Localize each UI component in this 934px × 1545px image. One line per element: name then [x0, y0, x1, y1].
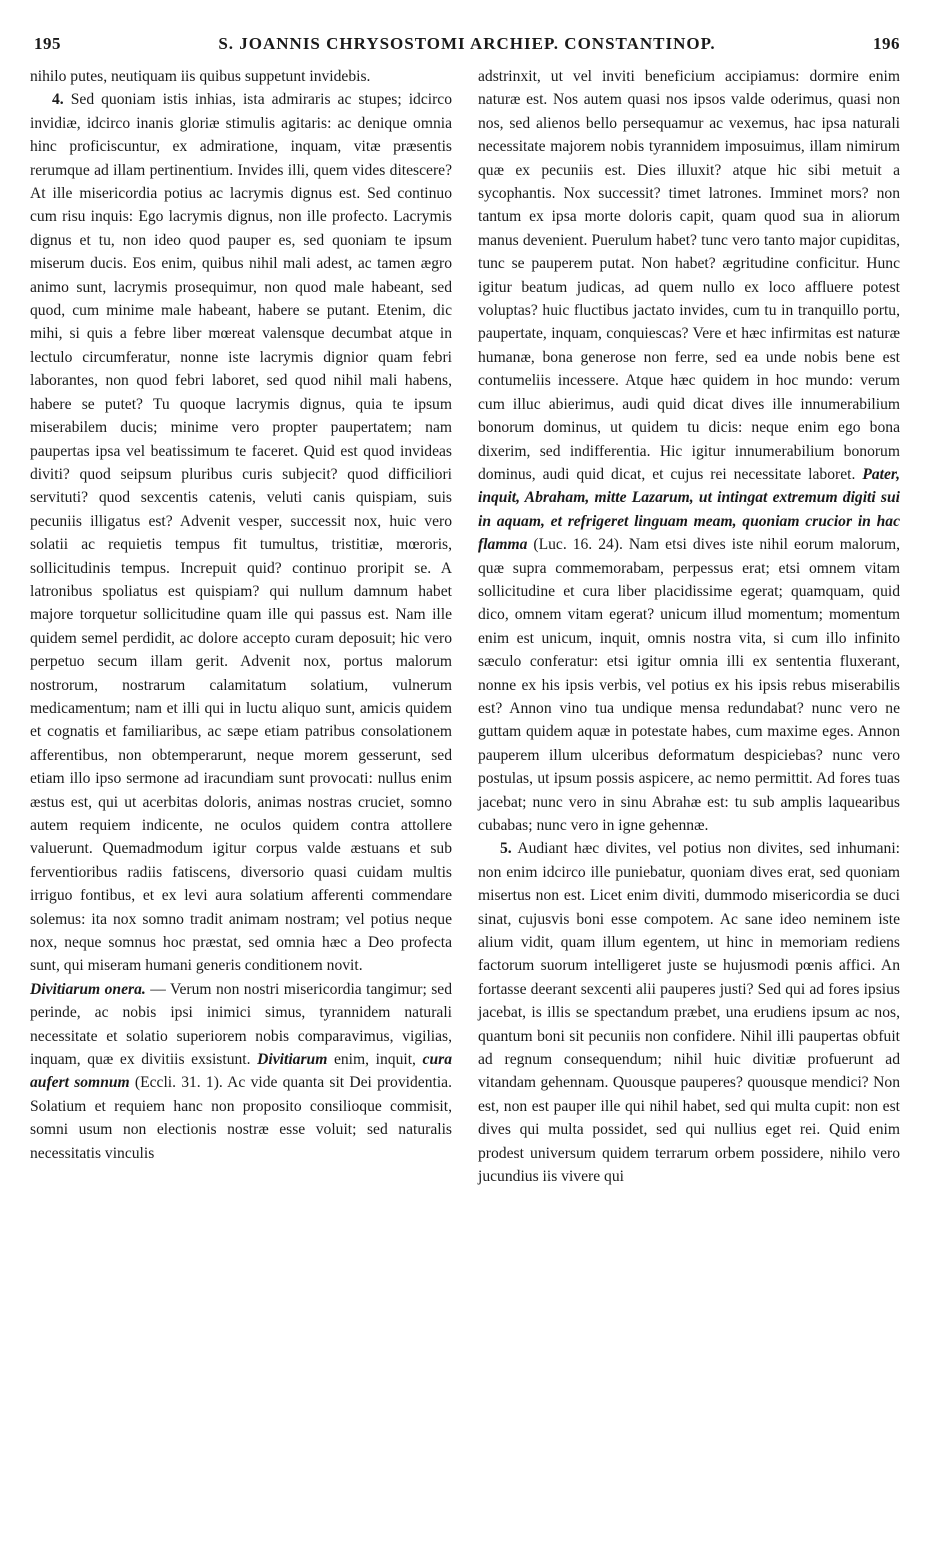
paragraph-text: enim, inquit,	[327, 1051, 423, 1069]
paragraph-continuation: nihilo putes, neutiquam iis quibus suppetunt invidebis.	[30, 68, 371, 85]
paragraph-text: Audiant hæc divites, vel potius non divites, sed inhumani: non enim idcirco ille puniebatur, quoniam dives erat, sed quoniam misertus non est. Licet enim diviti, dummodo misericordia se duci sinat, cujusvis boni esse compotem. Ac sane ideo neminem iste alium vidit, quam illum egentem, ut hinc in memoriam rediens factorum suorum intelligeret juste se hujusmodi pœnis affici. An fortasse deerant sexcenti alii pauperes justi? Sed qui ad fores ipsius jacebat, is illis se spectandum præbet, una erudiens ipsum ac nos, quantum boni sit pecuniis non confidere. Nihil illi paupertas obfuit ad regnum consequendum; nihil huic divitiæ profuerunt ad vitandam gehennam. Quousque pauperes? quousque mendici? Non est, non est pauper ille qui nihil habet, sed qui multa cupit: non est dives qui multa possidet, sed qui nullius eget rei. Quid enim prodest universum quidem terrarum orbem possidere, nihilo vero jucundius iis vivere qui	[478, 840, 901, 1186]
paragraph-text: Nam etsi dives iste nihil eorum malorum, quæ supra commemorabam, perpessus erat; etsi omnem vitam sollicitudine et cura liber placidissime egerat; quamquam, quid dico, omnem vitam egerat? unicum illud momentum; momentum enim est unicum, inquit, omnis nostra vita, si cum illo infinito sæculo conferatur: etsi igitur omnia illi ex sententia fluxerant, nonne ex his ipsis verbis, vel potius ex his ipsis rebus miserabilis est? Annon vino tua undique mensa redundabat? nunc vero ne guttam quidem aquæ in potestate habes, cum maxime eges. Annon pauperem illum ulceribus deformatum despiciebas? nunc vero postulas, ut ipsum possis aspicere, ac nemo permittit. Ad fores tuas jacebat; nunc vero in sinu Abrahæ est: tu sub amplis laquearibus cubabas; nunc vero in igne gehennæ.	[478, 536, 900, 834]
quotation: Divitiarum	[257, 1051, 328, 1069]
page-number-left: 195	[34, 34, 61, 53]
paragraph-text: adstrinxit, ut vel inviti beneficium accipiamus: dormire enim naturæ est. Nos autem quasi nos ipsos valde oderimus, quasi non nos, sed alienos bello persequamur ac vexemus, hac ipsa naturali necessitate majorem nobis tyrannidem imposuimus, illam nimirum quæ ex pecuniis est. Dies illuxit? atque hic sibi metuit a sycophantis. Nox successit? timet latrones. Imminet mors? non tantum ex ipsa morte doloris capit, quam quod sua in aliorum manus devenient. Puerulum habet? tunc vero tanto major cupiditas, tunc se pauperem putat. Non habet? ægritudine conficitur. Hunc igitur beatum judicas, ad quem nullo ex loco affluere potest voluptas? huic fluctibus jactato invides, cum tu in tranquillo portu, paupertate, inquam, conquiescas? Vere et hæc infirmitas est naturæ humanæ, bona generose non ferre, sed ea unde nobis bene est contumeliis incessere. Atque hæc quidem in hoc mundo: verum cum illuc abierimus, audi quid dicat dives ille innumerabilium bonorum dominus, ut quidem tu dicis: neque enim ego bona dixerim, sed indifferentia. Hic igitur innumerabilium bonorum dominus, audi quid dicat, et cujus rei necessitate laboret.	[478, 68, 900, 483]
page-number-right: 196	[873, 34, 900, 53]
quotation: cura aufert somnum	[30, 1051, 453, 1092]
paragraph-section-5	[478, 837, 900, 1188]
right-column	[478, 65, 900, 1189]
paragraph-text: Ac vide quanta sit Dei providentia. Solatium et requiem hanc non proposito consilioque commisit, somni usum non electionis nostræ esse voluit; sed naturalis necessitatis vinculis	[30, 1074, 452, 1162]
citation: (Luc. 16. 24).	[527, 536, 623, 554]
paragraph-divitiarum-onera	[30, 978, 452, 1165]
section-lead: Divitiarum onera.	[30, 980, 146, 998]
paragraph-section-4	[30, 88, 452, 977]
section-number: 4.	[52, 91, 64, 109]
paragraph-text: — Verum non nostri misericordia tangimur; sed perinde, ac nobis ipsi inimici simus, tyrannidem naturali necessitate et solatio superiorem nobis comparavimus, vigilias, inquam, quæ ex divitiis exsistunt.	[30, 980, 452, 1069]
paragraph-text: Sed quoniam istis inhias, ista admiraris ac stupes; idcirco invidiæ, idcirco inanis gloriæ stimulis agitaris: ac denique omnia hinc proficiscuntur, ex admiratione, inquam, vitæ præsentis rerumque ad illam pertinentium. Invides illi, quem vides ditescere? At ille misericordia potius ac lacrymis dignus est. Sed continuo cum risu inquis: Ego lacrymis dignus, non ille profecto. Lacrymis dignus et tu, non ideo quod pauper es, sed quoniam te ipsum miserum ducis. Eos enim, quibus nihil mali adest, ac tamen ægro animo sunt, lacrymis prosequimur, non quod male habeant, sed quod, cum minime male habeant, habere se putant. Etenim, dic mihi, si quis a febre liber mœreat valensque decumbat atque in lectulo circumferatur, nonne iste lacrymis dignior quam febri laborantes, non quod febri laboret, sed quod nihil mali habens, habere se putet? Tu quoque lacrymis dignus, quia te ipsum miserabilem ducis; minime vero propter paupertatem; nam paupertas ipsa vel beatissimum te faceret. Quid est quod invideas diviti? quod seipsum pluribus curis subjecit? quod difficiliori servituti? quod sexcentis catenis, veluti canis quispiam, suis pecuniis illigatus est? Advenit vesper, successit nox, huic vero solatii ac requietis tempus fit tumultus, tristitiæ, mœroris, sollicitudinis tempus. Increpuit quid? continuo proripit se. A latronibus spoliatus est quispiam? qui nullum damnum habet majore torquetur sollicitudine quam ille qui passus est. Nam ille quidem semel perdidit, ac dolore accepto curam deposuit; hic vero perpetuo secum illam gerit. Advenit nox, portus malorum nostrorum, nostrarum calamitatum solatium, vulnerum medicamentum; nam et illi qui in luctu aliquo sunt, amicis quidem et cognatis et familiaribus, ac sæpe etiam patribus consolationem afferentibus, non obtemperarunt, neque morem gesserunt, sed etiam illo ipso sermone ad iracundiam sunt provocati: nullus enim æstus est, qui ut acerbitas doloris, animas nostras cruciet, somno autem requiem indicente, ne oculos quidem contra attollere valuerunt. Quemadmodum igitur corpus valde æstuans et sub ferventioribus radiis fatiscens, diversorio quasi cuidam multis irriguo fontibus, et ex levi aura solatium afferenti commendare solemus: ita nox somno tradit animam nostram; vel potius neque nox, neque somnus hoc præstat, sed omnia hæc a Deo profecta sunt, qui miseram humani generis conditionem novit.	[30, 91, 452, 975]
paragraph-continuation	[478, 65, 900, 837]
left-column	[30, 65, 452, 1165]
section-number: 5.	[500, 840, 512, 858]
running-header	[34, 34, 900, 60]
running-title: S. JOANNIS CHRYSOSTOMI ARCHIEP. CONSTANTINOP.	[218, 34, 716, 53]
quotation: Pater, inquit, Abraham, mitte Lazarum, ut intingat extremum digiti sui in aquam, et refrigeret linguam meam, quoniam crucior in hac flamma	[478, 465, 900, 554]
citation: (Eccli. 31. 1).	[129, 1074, 228, 1092]
